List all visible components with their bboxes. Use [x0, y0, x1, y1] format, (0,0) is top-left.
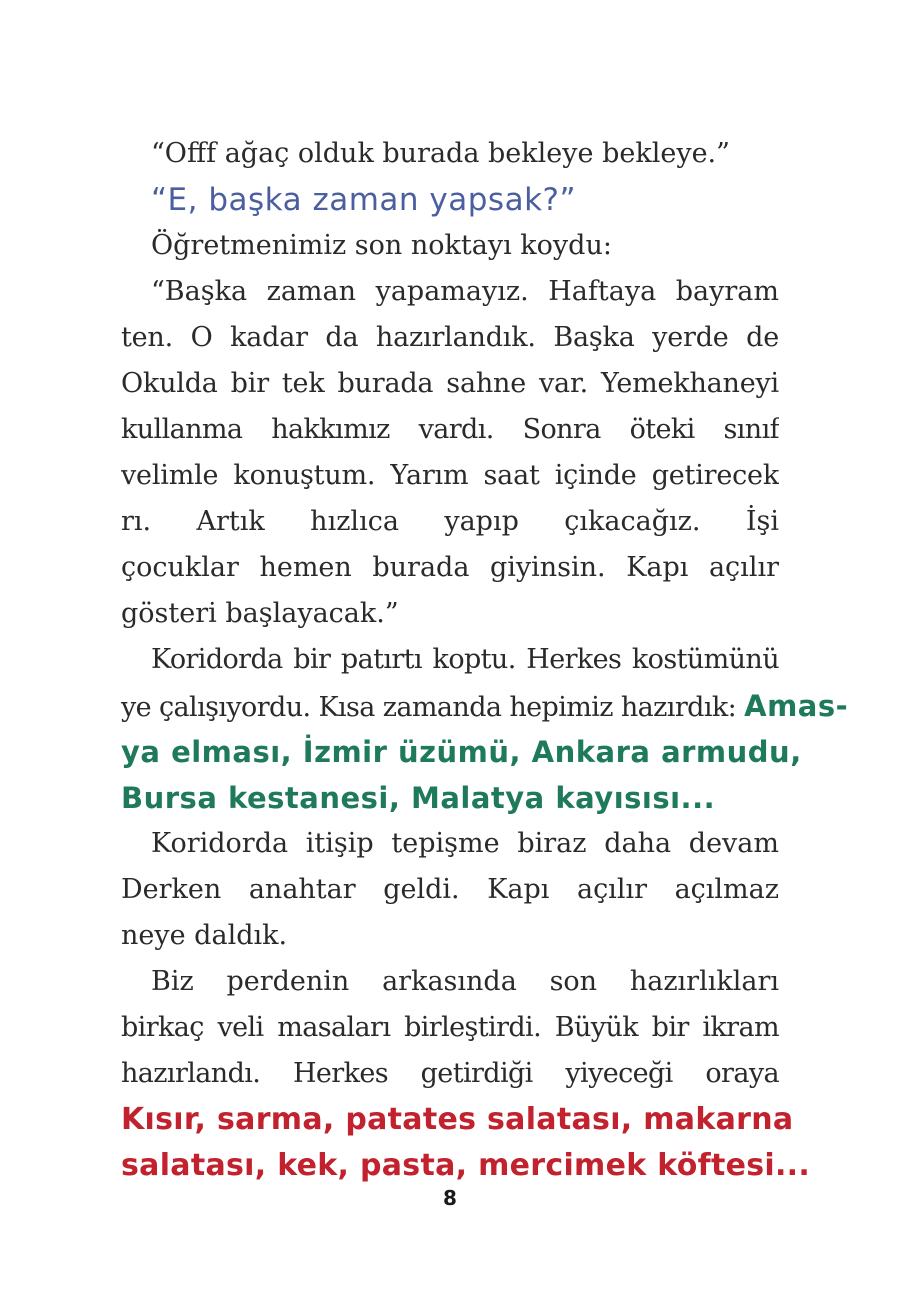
paragraph-anahtar-line-2: Derken anahtar geldi. Kapı açılır açılmaz: [121, 874, 779, 905]
paragraph-teacher-line-5: velimle konuştum. Yarım saat içinde getirecek: [121, 460, 779, 491]
paragraph-teacher-line-2: ten. O kadar da hazırlandık. Başka yerde de: [121, 322, 779, 353]
paragraph-teacher-line-4: kullanma hakkımız vardı. Sonra öteki sınıf: [121, 414, 779, 445]
paragraph-teacher-line-3: Okulda bir tek burada sahne var. Yemekhaneyi: [121, 368, 779, 399]
paragraph-koridor-line-1: Koridorda bir patırtı koptu. Herkes kostümünü: [151, 644, 779, 675]
fruit-list-line-3: Bursa kestanesi, Malatya kayısısı...: [121, 781, 716, 815]
page-number: 8: [443, 1186, 457, 1210]
dialogue-line-baska-zaman: “E, başka zaman yapsak?”: [151, 182, 577, 218]
fruit-list-start: Amas-: [744, 689, 849, 723]
food-list-line-1: Kısır, sarma, patates salatası, makarna: [121, 1102, 794, 1137]
paragraph-koridor-line-2: [121, 683, 849, 729]
paragraph-anahtar-line-1: Koridorda itişip tepişme biraz daha devam: [151, 828, 779, 859]
paragraph-teacher-line-1: “Başka zaman yapamayız. Haftaya bayram: [151, 276, 779, 307]
paragraph-perde-line-2: birkaç veli masaları birleştirdi. Büyük bir ikram: [121, 1012, 779, 1043]
paragraph-teacher-line-7: çocuklar hemen burada giyinsin. Kapı açılır: [121, 552, 779, 583]
narration-line-ogretmen: Öğretmenimiz son noktayı koydu:: [151, 230, 612, 261]
food-list-line-2: salatası, kek, pasta, mercimek köftesi...: [121, 1148, 811, 1183]
dialogue-line-offf: “Offf ağaç olduk burada bekleye bekleye.”: [151, 138, 730, 169]
paragraph-anahtar-line-3: neye daldık.: [121, 920, 288, 951]
paragraph-teacher-line-6: rı. Artık hızlıca yapıp çıkacağız. İşi: [121, 506, 779, 537]
paragraph-teacher-line-8: gösteri başlayacak.”: [121, 598, 399, 629]
body-text: [121, 131, 849, 1189]
fruit-list-line-2: ya elması, İzmir üzümü, Ankara armudu,: [121, 735, 802, 769]
paragraph-perde-line-1: Biz perdenin arkasında son hazırlıkları: [151, 966, 779, 997]
paragraph-koridor-line-2-text: ye çalışıyordu. Kısa zamanda hepimiz hazırdık:: [121, 692, 745, 723]
paragraph-perde-line-3: hazırlandı. Herkes getirdiği yiyeceği oraya: [121, 1058, 779, 1089]
